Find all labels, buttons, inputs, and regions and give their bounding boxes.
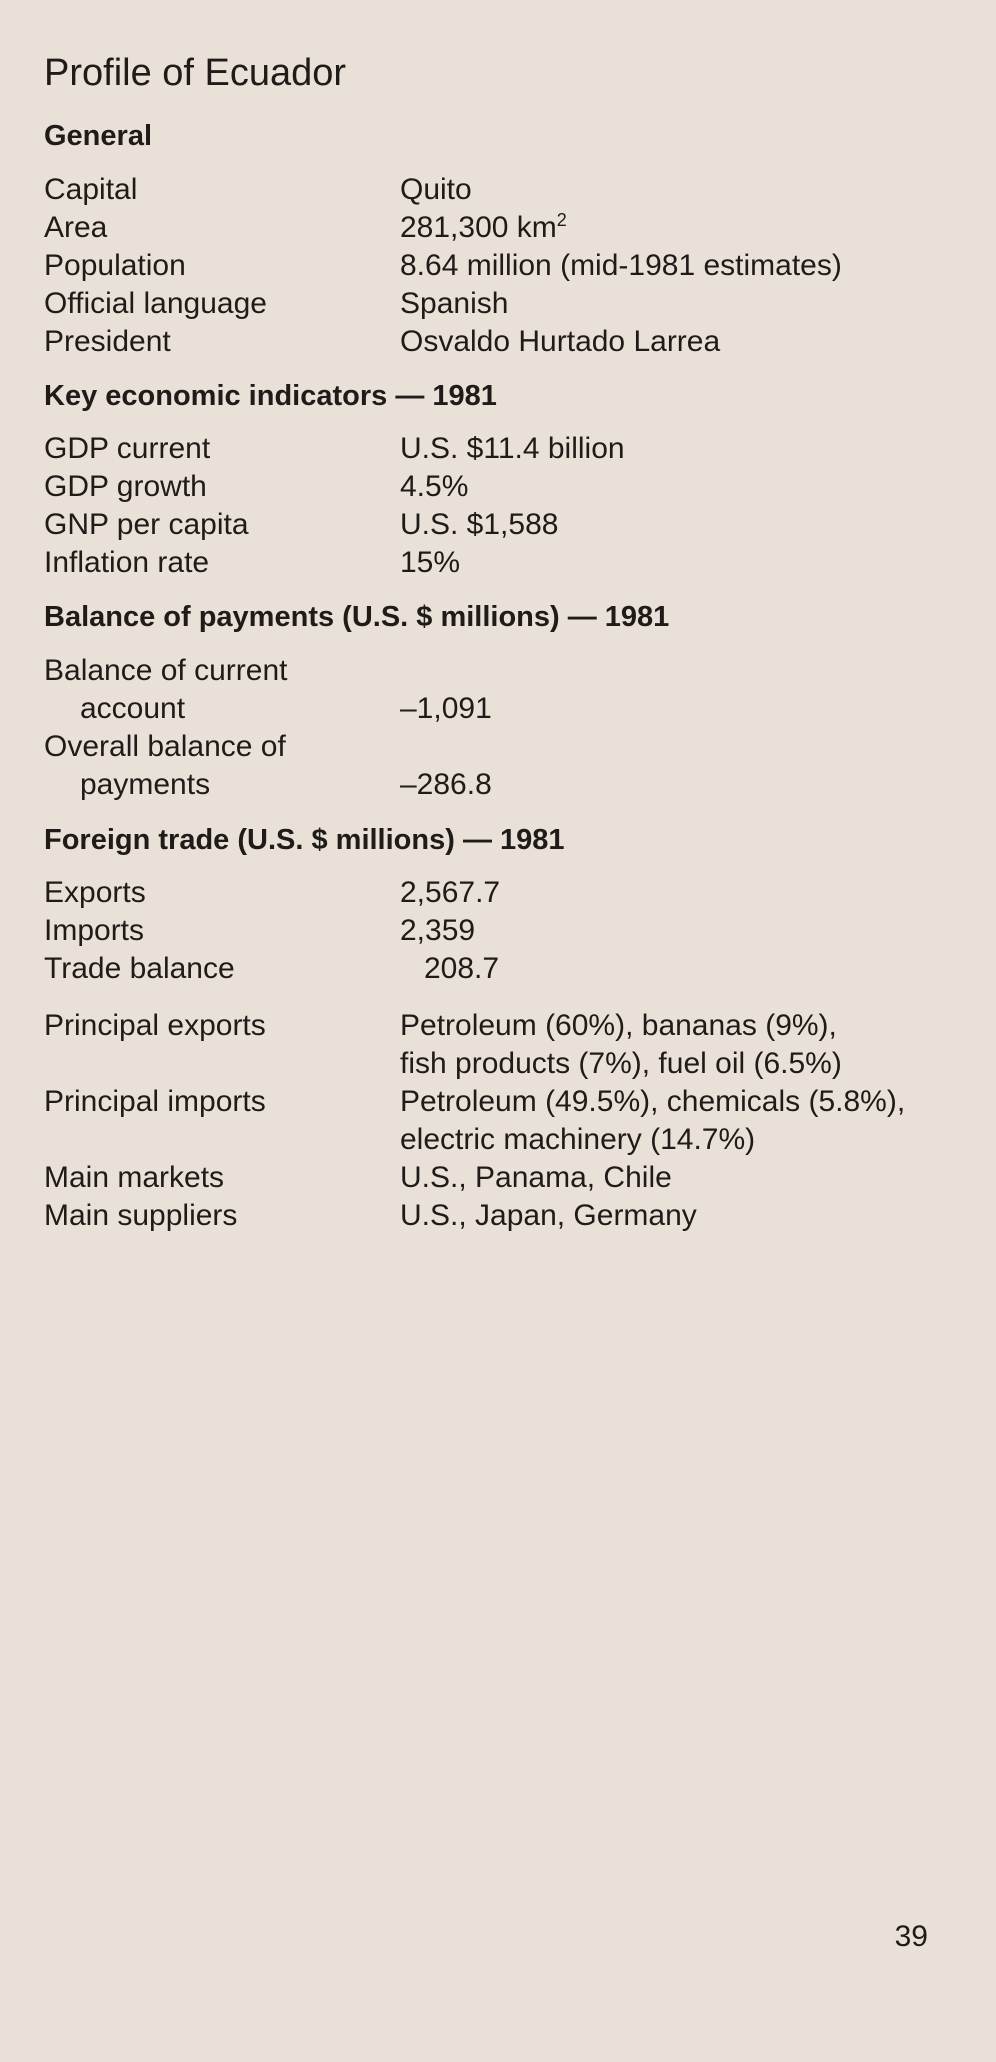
population-label: Population	[44, 249, 186, 282]
language-value: Spanish	[400, 287, 509, 320]
president-value: Osvaldo Hurtado Larrea	[400, 325, 721, 358]
area-label: Area	[44, 211, 108, 244]
gdp-growth-label: GDP growth	[44, 470, 207, 503]
overall-balance-label-2: payments	[80, 768, 211, 801]
principal-imports-line-1: Petroleum (49.5%), chemicals (5.8%),	[400, 1085, 906, 1118]
section-indicators-heading: Key economic indicators — 1981	[44, 380, 497, 412]
section-payments-heading: Balance of payments (U.S. $ millions) — 1981	[44, 601, 670, 633]
gdp-growth-value: 4.5%	[400, 470, 469, 503]
gnp-value: U.S. $1,588	[400, 508, 559, 541]
area-unit-superscript: 2	[556, 210, 567, 230]
population-value: 8.64 million (mid-1981 estimates)	[400, 249, 842, 282]
imports-label: Imports	[44, 914, 145, 947]
principal-imports-line-2: electric machinery (14.7%)	[400, 1123, 756, 1156]
principal-imports-label: Principal imports	[44, 1085, 266, 1118]
current-account-label-1: Balance of current	[44, 654, 288, 687]
area-value-wrap	[400, 209, 567, 247]
principal-exports-line-2: fish products (7%), fuel oil (6.5%)	[400, 1047, 842, 1080]
overall-balance-value: –286.8	[400, 768, 492, 801]
inflation-label: Inflation rate	[44, 546, 210, 579]
principal-exports-line-1: Petroleum (60%), bananas (9%),	[400, 1009, 837, 1042]
principal-exports-label: Principal exports	[44, 1009, 266, 1042]
imports-value: 2,359	[400, 914, 476, 947]
trade-balance-value: 208.7	[424, 952, 500, 985]
gdp-current-value: U.S. $11.4 billion	[400, 432, 625, 465]
president-label: President	[44, 325, 171, 358]
exports-value: 2,567.7	[400, 876, 501, 909]
main-suppliers-value: U.S., Japan, Germany	[400, 1199, 697, 1232]
area-value: 281,300 km	[400, 211, 557, 244]
capital-value: Quito	[400, 173, 472, 206]
page-title: Profile of Ecuador	[44, 52, 347, 94]
gdp-current-label: GDP current	[44, 432, 211, 465]
language-label: Official language	[44, 287, 267, 320]
trade-balance-label: Trade balance	[44, 952, 235, 985]
section-general-heading: General	[44, 120, 152, 152]
current-account-label-2: account	[80, 692, 186, 725]
main-markets-label: Main markets	[44, 1161, 225, 1194]
main-suppliers-label: Main suppliers	[44, 1199, 238, 1232]
exports-label: Exports	[44, 876, 146, 909]
inflation-value: 15%	[400, 546, 461, 579]
main-markets-value: U.S., Panama, Chile	[400, 1161, 672, 1194]
section-trade-heading: Foreign trade (U.S. $ millions) — 1981	[44, 824, 565, 856]
page-number: 39	[894, 1920, 928, 1953]
gnp-label: GNP per capita	[44, 508, 249, 541]
overall-balance-label-1: Overall balance of	[44, 730, 286, 763]
current-account-value: –1,091	[400, 692, 492, 725]
capital-label: Capital	[44, 173, 138, 206]
